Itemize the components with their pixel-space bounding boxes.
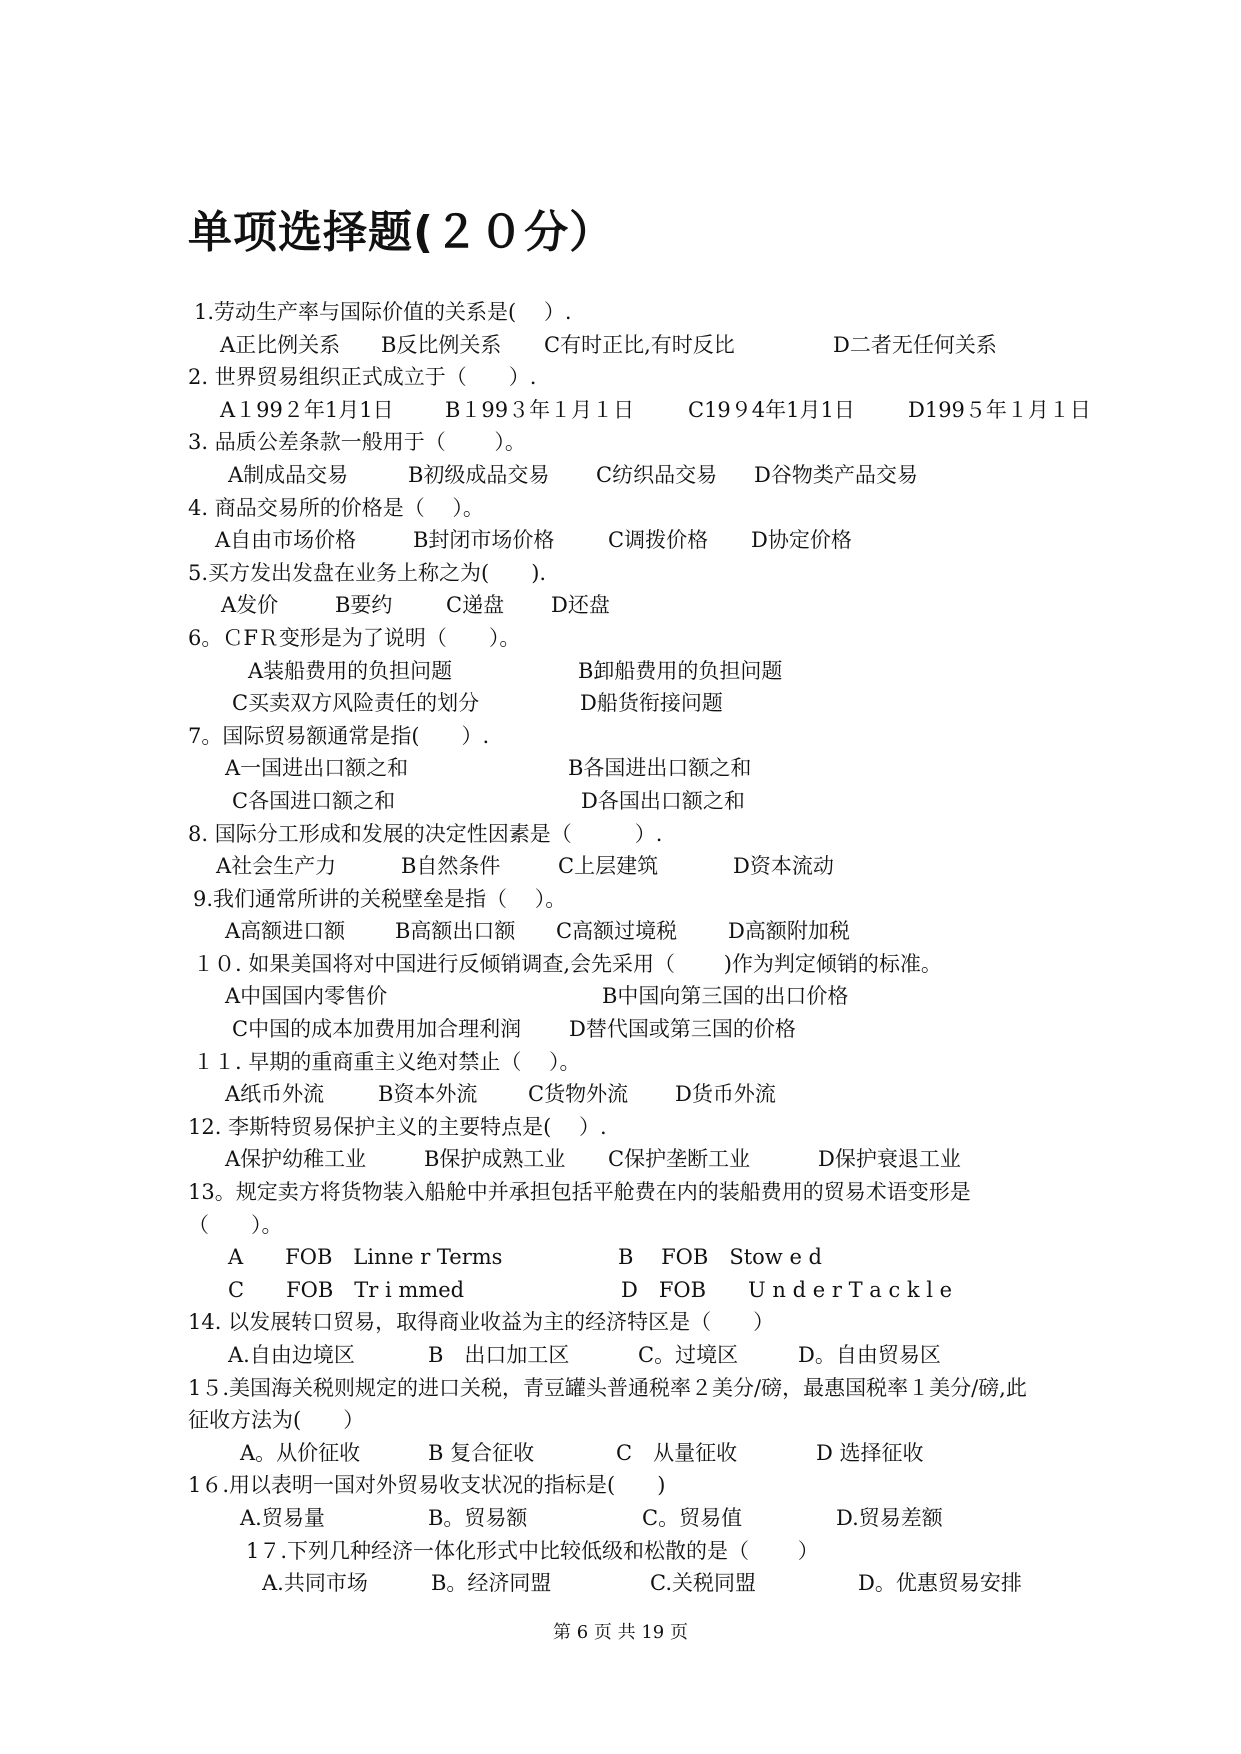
- answer-option: A高额进口额: [225, 919, 346, 944]
- answer-option: B。贸易额: [428, 1505, 528, 1530]
- answer-option: D FOB U n d e r T a c k l e: [621, 1277, 953, 1302]
- answer-option: D各国出口额之和: [581, 788, 745, 813]
- question-line: 14. 以发展转口贸易，取得商业收益为主的经济特区是（ ）: [188, 1310, 775, 1335]
- options-line: [0, 589, 1241, 622]
- answer-option: B卸船费用的负担问题: [578, 658, 783, 683]
- answer-option: D199５年１月１日: [908, 397, 1091, 422]
- answer-option: A FOB Linne r Terms: [228, 1245, 503, 1270]
- answer-option: C有时正比,有时反比: [544, 332, 735, 357]
- answer-option: C买卖双方风险责任的划分: [232, 691, 480, 716]
- answer-option: C。贸易值: [642, 1505, 743, 1530]
- question-line: 1５.美国海关税则规定的进口关税，青豆罐头普通税率２美分/磅，最惠国税率１美分/磅,此: [188, 1375, 1027, 1400]
- answer-option: D协定价格: [751, 528, 852, 553]
- answer-option: B保护成熟工业: [424, 1147, 566, 1172]
- answer-option: D替代国或第三国的价格: [569, 1017, 796, 1042]
- answer-option: C保护垄断工业: [608, 1147, 751, 1172]
- options-line: [0, 1274, 1241, 1307]
- options-line: [0, 752, 1241, 785]
- answer-option: D。自由贸易区: [798, 1343, 941, 1367]
- options-line: [0, 329, 1241, 362]
- options-line: [0, 980, 1241, 1013]
- answer-option: C FOB Tr i mmed: [228, 1277, 465, 1302]
- answer-option: C纺织品交易: [596, 462, 718, 487]
- answer-option: D货币外流: [675, 1082, 776, 1107]
- answer-option: C递盘: [446, 593, 505, 618]
- answer-option: A.自由边境区: [228, 1343, 355, 1367]
- answer-option: C.关税同盟: [650, 1571, 756, 1596]
- page-title: 单项选择题(２０分）: [188, 207, 615, 258]
- options-line: [0, 1241, 1241, 1274]
- question-line: 5.买方发出发盘在业务上称之为( ).: [188, 560, 547, 585]
- answer-option: A中国国内零售价: [225, 984, 388, 1009]
- options-line: [0, 1437, 1241, 1470]
- question-line: 2. 世界贸易组织正式成立于（ ）.: [188, 365, 537, 390]
- answer-option: D二者无任何关系: [833, 332, 997, 357]
- answer-option: A装船费用的负担问题: [248, 658, 453, 683]
- answer-option: C 从量征收: [616, 1440, 738, 1465]
- question-line: 7。国际贸易额通常是指( ）.: [188, 723, 490, 748]
- answer-option: A制成品交易: [228, 462, 349, 487]
- options-line: [0, 1078, 1241, 1111]
- question-line: （ ）。: [188, 1212, 283, 1237]
- answer-option: C高额过境税: [556, 919, 678, 944]
- answer-option: B资本外流: [378, 1082, 478, 1107]
- answer-option: B FOB Stow e d: [618, 1245, 822, 1270]
- answer-option: C各国进口额之和: [232, 788, 396, 813]
- question-line: 1６.用以表明一国对外贸易收支状况的指标是( ): [188, 1473, 666, 1498]
- answer-option: C中国的成本加费用加合理利润: [232, 1017, 522, 1042]
- answer-option: A。从价征收: [240, 1440, 361, 1465]
- options-line: [0, 915, 1241, 948]
- question-line: 8. 国际分工形成和发展的决定性因素是（ ）.: [188, 821, 663, 846]
- answer-option: B 复合征收: [428, 1440, 535, 1465]
- answer-option: B 出口加工区: [428, 1343, 570, 1367]
- options-line: [0, 687, 1241, 720]
- answer-option: B１99３年１月１日: [445, 397, 635, 422]
- answer-option: B自然条件: [401, 854, 501, 879]
- answer-option: A１99２年1月1日: [220, 397, 394, 422]
- answer-option: B中国向第三国的出口价格: [602, 984, 849, 1009]
- question-line: 13。规定卖方将货物装入船舱中并承担包括平舱费在内的装船费用的贸易术语变形是: [188, 1180, 971, 1205]
- answer-option: B初级成品交易: [408, 462, 550, 487]
- answer-option: B。经济同盟: [431, 1571, 552, 1596]
- answer-option: A自由市场价格: [215, 528, 357, 553]
- answer-option: A正比例关系: [220, 332, 341, 357]
- answer-option: D高额附加税: [728, 919, 850, 944]
- question-line: 3. 品质公差条款一般用于（ ）。: [188, 430, 526, 455]
- question-line: 12. 李斯特贸易保护主义的主要特点是( ）.: [188, 1114, 607, 1139]
- question-line: 6。ＣFＲ变形是为了说明（ ）。: [188, 625, 521, 650]
- question-line: 4. 商品交易所的价格是（ ）。: [188, 495, 484, 520]
- answer-option: D.贸易差额: [836, 1505, 943, 1530]
- answer-option: C调拨价格: [608, 528, 709, 553]
- answer-option: D。优惠贸易安排: [858, 1571, 1022, 1596]
- answer-option: A.贸易量: [240, 1505, 325, 1530]
- page-footer: 第 6 页 共 19 页: [553, 1622, 688, 1643]
- options-line: [0, 1567, 1241, 1600]
- answer-option: B高额出口额: [395, 919, 516, 944]
- answer-option: A.共同市场: [262, 1571, 368, 1596]
- answer-option: D 选择征收: [816, 1440, 924, 1465]
- answer-option: A发价: [221, 593, 279, 618]
- question-line: 1.劳动生产率与国际价值的关系是( ）.: [194, 300, 572, 324]
- options-line: [0, 1143, 1241, 1176]
- answer-option: A纸币外流: [225, 1082, 325, 1107]
- answer-option: B各国进出口额之和: [568, 756, 752, 781]
- answer-option: C19９4年1月1日: [688, 397, 855, 422]
- answer-option: B反比例关系: [381, 332, 502, 357]
- answer-option: B封闭市场价格: [413, 528, 555, 553]
- answer-option: D船货衔接问题: [580, 691, 723, 716]
- question-line: 9.我们通常所讲的关税壁垒是指（ ）。: [193, 886, 567, 911]
- options-line: [0, 655, 1241, 688]
- answer-option: D谷物类产品交易: [754, 462, 918, 487]
- options-line: [0, 459, 1241, 492]
- question-line: １１. 早期的重商重主义绝对禁止（ ）。: [193, 1049, 581, 1074]
- answer-option: D保护衰退工业: [818, 1147, 961, 1172]
- answer-option: A社会生产力: [216, 854, 337, 879]
- answer-option: D资本流动: [733, 854, 834, 879]
- options-line: [0, 1339, 1241, 1372]
- options-line: [0, 394, 1241, 427]
- question-line: 1７.下列几种经济一体化形式中比较低级和松散的是（ ）: [246, 1538, 819, 1563]
- answer-option: C上层建筑: [558, 854, 659, 879]
- answer-option: B要约: [335, 593, 393, 618]
- options-line: [0, 785, 1241, 818]
- question-line: 征收方法为( ）: [188, 1408, 365, 1433]
- options-line: [0, 1502, 1241, 1535]
- answer-option: A一国进出口额之和: [225, 756, 409, 781]
- options-line: [0, 850, 1241, 883]
- options-line: [0, 1013, 1241, 1046]
- answer-option: C货物外流: [528, 1082, 629, 1107]
- answer-option: A保护幼稚工业: [225, 1147, 367, 1172]
- answer-option: D还盘: [551, 593, 610, 618]
- question-list: [0, 296, 1241, 1600]
- options-line: [0, 524, 1241, 557]
- question-line: １０. 如果美国将对中国进行反倾销调查,会先采用（ )作为判定倾销的标准。: [193, 951, 942, 976]
- answer-option: C。过境区: [638, 1343, 739, 1367]
